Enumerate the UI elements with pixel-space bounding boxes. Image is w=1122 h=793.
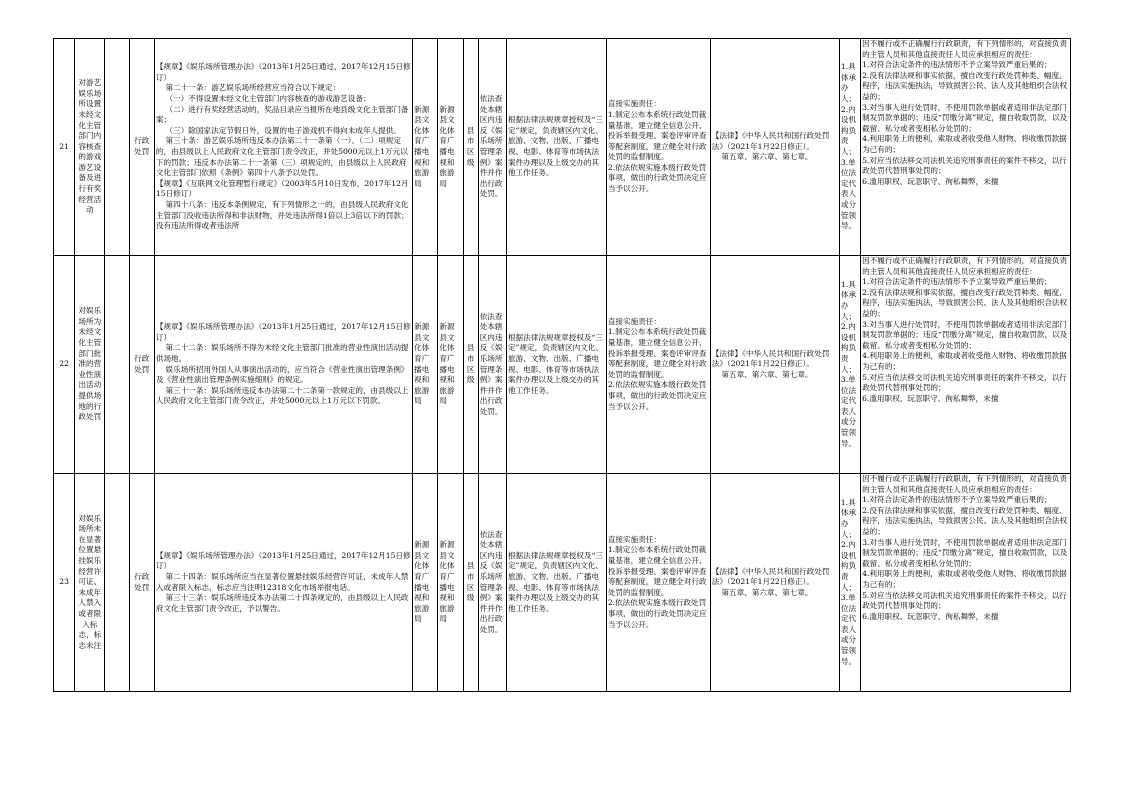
law-reference: 【法律】《中华人民共和国行政处罚法》（2021年1月22日修正）。 第五章、第六章、第七章。	[710, 256, 839, 474]
responsibility-basis: 根据法律法规规章授权及“三定”规定，负责辖区内文化、旅游、文物、出版、广播电视、电影、体育等市场执法案件办理以及上级交办的其他工作任务。	[506, 39, 606, 256]
table-row	[54, 39, 1071, 256]
empty-cell	[105, 256, 129, 474]
accountability: 因不履行或不正确履行行政职责，有下列情形的，对直接负责的主管人员和其他直接责任人员应承担相应的责任： 1.对符合法定条件的违法情形不予立案导致严重后果的； 2.没有法律法规和事实依据，擅自改变行政处罚种类、幅度、程序，违法实施执法，导致损害公民、法人及其他组织合法权益的； 3.对当事人进行处罚时，不使用罚款单据或者适用非法定部门制发罚款单据的；违反“罚缴分离”规定，擅自收取罚款，以及截留、私分或者变相私分处罚的； 4.利用职务上的便利，索取或者收受他人财物、将收缴罚款据为己有的； 5.对应当依法移交司法机关追究刑事责任的案件不移交，以行政处罚代替刑事处罚的； 6.滥用职权、玩忽职守、徇私舞弊，未擅	[861, 474, 1071, 692]
legal-basis: 【规章】《娱乐场所管理办法》（2013年1月25日通过，2017年12月15日修订） 第二十二条：娱乐场所不得为未经文化主管部门批准的营业性演出活动提供场地。 娱乐场所招用外国人从事演出活动的，应当符合《营业性演出管理条例》及《营业性演出管理条例实施细则》的规定。 第三十一条：娱乐场所违反本办法第二十二条第一款规定的，由县级以上人民政府文化主管部门责令改正，并处5000元以上1万元以下罚款。	[154, 256, 412, 474]
power-type: 行政处罚	[129, 474, 154, 692]
admin-level: 县市区级	[463, 474, 478, 692]
empty-cell	[105, 39, 129, 256]
row-number: 22	[54, 256, 75, 474]
responsible-department: 新源县文化体育广播电视和旅游局	[438, 39, 463, 256]
item-name: 对游艺娱乐场所设置未经文化主管部门内容核查的游戏游艺设备及进行有奖经营活动	[75, 39, 105, 256]
accountability: 因不履行或不正确履行行政职责，有下列情形的，对直接负责的主管人员和其他直接责任人员应承担相应的责任： 1.对符合法定条件的违法情形不予立案导致严重后果的； 2.没有法律法规和事实依据，擅自改变行政处罚种类、幅度、程序，违法实施执法，导致损害公民、法人及其他组织合法权益的； 3.对当事人进行处罚时，不使用罚款单据或者适用非法定部门制发罚款单据的；违反“罚缴分离”规定，擅自收取罚款，以及截留、私分或者变相私分处罚的； 4.利用职务上的便利，索取或者收受他人财物、将收缴罚款据为己有的； 5.对应当依法移交司法机关追究刑事责任的案件不移交，以行政处罚代替刑事处罚的； 6.滥用职权、玩忽职守、徇私舞弊，未擅	[861, 256, 1071, 474]
legal-basis: 【规章】《娱乐场所管理办法》（2013年1月25日通过，2017年12月15日修订） 第二十四条：娱乐场所应当在显著位置悬挂娱乐经营许可证、未成年人禁入或者限入标志，标志应当注明12318文化市场举报电话。 第三十三条：娱乐场所违反本办法第二十四条规定的，由县级以上人民政府文化主管部门责令改正，予以警告。	[154, 474, 412, 692]
implementing-department: 新源县文化体育广播电视和旅游局	[413, 39, 438, 256]
duty-measures: 直接实施责任： 1.制定公布本系统行政处罚裁量基准，建立健全信息公开、投诉举报受理、案卷评审评查等配套制度，建立健全对行政处罚的监督制度。 2.依法依规实施本级行政处罚事项，做出的行政处罚决定应当予以公开。	[606, 39, 710, 256]
responsibility-content: 依法查处本辖区内违反《娱乐场所管理条例》案件并作出行政处罚。	[478, 474, 506, 692]
responsible-department: 新源县文化体育广播电视和旅游局	[438, 256, 463, 474]
item-name: 对娱乐场所未在显著位置悬挂娱乐经营许可证、未成年人禁入或者限入标志，标志未注	[75, 474, 105, 692]
implementing-department: 新源县文化体育广播电视和旅游局	[413, 256, 438, 474]
power-list-table	[53, 38, 1071, 692]
row-number: 21	[54, 39, 75, 256]
admin-level: 县市区级	[463, 39, 478, 256]
empty-cell	[105, 474, 129, 692]
power-type: 行政处罚	[129, 256, 154, 474]
responsibility-basis: 根据法律法规规章授权及“三定”规定，负责辖区内文化、旅游、文物、出版、广播电视、电影、体育等市场执法案件办理以及上级交办的其他工作任务。	[506, 256, 606, 474]
responsibility-basis: 根据法律法规规章授权及“三定”规定，负责辖区内文化、旅游、文物、出版、广播电视、电影、体育等市场执法案件办理以及上级交办的其他工作任务。	[506, 474, 606, 692]
duty-measures: 直接实施责任： 1.制定公布本系统行政处罚裁量基准，建立健全信息公开、投诉举报受理、案卷评审评查等配套制度，建立健全对行政处罚的监督制度。 2.依法依规实施本级行政处罚事项，做出的行政处罚决定应当予以公开。	[606, 474, 710, 692]
law-reference: 【法律】《中华人民共和国行政处罚法》（2021年1月22日修正）。 第五章、第六章、第七章。	[710, 474, 839, 692]
legal-basis: 【规章】《娱乐场所管理办法》（2013年1月25日通过，2017年12月15日修订） 第二十一条：游艺娱乐场所经营应当符合以下规定： （一）不得设置未经文化主管部门内容核查的游戏游艺设备； （二）进行有奖经营活动的，奖品目录应当报所在地县级文化主管部门备案； （三）除国家法定节假日外，设置的电子游戏机不得向未成年人提供。 第三十条：游艺娱乐场所违反本办法第二十一条第（一）、（二）项规定的，由县级以上人民政府文化主管部门责令改正，并处5000元以上1万元以下的罚款；违反本办法第二十一条第（三）项规定的，由县级以上人民政府文化主管部门依照《条例》第四十八条予以处罚。 【规章】《互联网文化管理暂行规定》（2003年5月10日发布，2017年12月15日修订） 第四十八条：违反本条例规定，有下列情形之一的，由县级人民政府文化主管部门没收违法所得和非法财物，并处违法所得1倍以上3倍以下的罚款；没有违法所得或者违法所	[154, 39, 412, 256]
implementing-department: 新源县文化体育广播电视和旅游局	[413, 474, 438, 692]
accountability: 因不履行或不正确履行行政职责，有下列情形的，对直接负责的主管人员和其他直接责任人员应承担相应的责任： 1.对符合法定条件的违法情形不予立案导致严重后果的； 2.没有法律法规和事实依据，擅自改变行政处罚种类、幅度、程序，违法实施执法，导致损害公民、法人及其他组织合法权益的； 3.对当事人进行处罚时，不使用罚款单据或者适用非法定部门制发罚款单据的；违反“罚缴分离”规定，擅自收取罚款，以及截留、私分或者变相私分处罚的； 4.利用职务上的便利，索取或者收受他人财物、将收缴罚款据为己有的； 5.对应当依法移交司法机关追究刑事责任的案件不移交，以行政处罚代替刑事处罚的； 6.滥用职权、玩忽职守、徇私舞弊，未擅	[861, 39, 1071, 256]
responsible-subject: 1.具体承办人； 2.内设机构负责人； 3.单位法定代表人或分管领导。	[839, 474, 860, 692]
table-row	[54, 474, 1071, 692]
duty-measures: 直接实施责任： 1.制定公布本系统行政处罚裁量基准，建立健全信息公开、投诉举报受理、案卷评审评查等配套制度，建立健全对行政处罚的监督制度。 2.依法依规实施本级行政处罚事项，做出的行政处罚决定应当予以公开。	[606, 256, 710, 474]
power-type: 行政处罚	[129, 39, 154, 256]
row-number: 23	[54, 474, 75, 692]
responsibility-content: 依法查处本辖区内违反《娱乐场所管理条例》案件并作出行政处罚。	[478, 256, 506, 474]
responsible-subject: 1.具体承办人； 2.内设机构负责人； 3.单位法定代表人或分管领导。	[839, 39, 860, 256]
admin-level: 县市区级	[463, 256, 478, 474]
responsible-department: 新源县文化体育广播电视和旅游局	[438, 474, 463, 692]
responsibility-content: 依法查处本辖区内违反《娱乐场所管理条例》案件并作出行政处罚。	[478, 39, 506, 256]
item-name: 对娱乐场所为未经文化主管部门批准的营业性演出活动提供场地的行政处罚	[75, 256, 105, 474]
table-row	[54, 256, 1071, 474]
responsible-subject: 1.具体承办人； 2.内设机构负责人； 3.单位法定代表人或分管领导。	[839, 256, 860, 474]
law-reference: 【法律】《中华人民共和国行政处罚法》（2021年1月22日修正）。 第五章、第六章、第七章。	[710, 39, 839, 256]
